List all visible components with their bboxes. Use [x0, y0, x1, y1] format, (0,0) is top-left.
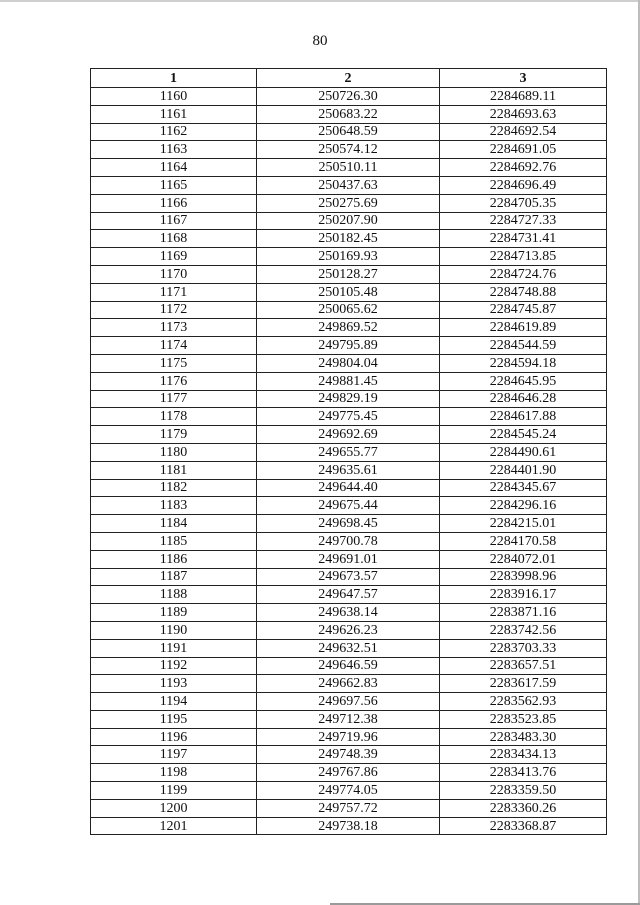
table-row — [91, 817, 607, 835]
table-row — [91, 710, 607, 728]
table-row — [91, 568, 607, 586]
point-number-cell: 1172 — [91, 301, 257, 319]
table-row — [91, 621, 607, 639]
x-coordinate-cell: 249881.45 — [257, 372, 440, 390]
x-coordinate-cell: 250128.27 — [257, 265, 440, 283]
y-coordinate-cell: 2283359.50 — [440, 782, 607, 800]
table-row — [91, 283, 607, 301]
x-coordinate-cell: 250065.62 — [257, 301, 440, 319]
point-number-cell: 1162 — [91, 123, 257, 141]
table-row — [91, 319, 607, 337]
x-coordinate-cell: 249635.61 — [257, 461, 440, 479]
table-row — [91, 657, 607, 675]
point-number-cell: 1166 — [91, 194, 257, 212]
x-coordinate-cell: 249775.45 — [257, 408, 440, 426]
point-number-cell: 1165 — [91, 176, 257, 194]
y-coordinate-cell: 2284072.01 — [440, 550, 607, 568]
y-coordinate-cell: 2284170.58 — [440, 532, 607, 550]
scan-edge-top — [0, 0, 640, 2]
point-number-cell: 1168 — [91, 230, 257, 248]
x-coordinate-cell: 249646.59 — [257, 657, 440, 675]
x-coordinate-cell: 249804.04 — [257, 354, 440, 372]
y-coordinate-cell: 2284724.76 — [440, 265, 607, 283]
x-coordinate-cell: 249698.45 — [257, 515, 440, 533]
table-row — [91, 746, 607, 764]
point-number-cell: 1188 — [91, 586, 257, 604]
column-header-2: 2 — [257, 69, 440, 88]
table-row — [91, 248, 607, 266]
header-row — [91, 69, 607, 88]
x-coordinate-cell: 250169.93 — [257, 248, 440, 266]
point-number-cell: 1196 — [91, 728, 257, 746]
x-coordinate-cell: 249738.18 — [257, 817, 440, 835]
y-coordinate-cell: 2283617.59 — [440, 675, 607, 693]
column-header-3: 3 — [440, 69, 607, 88]
y-coordinate-cell: 2283916.17 — [440, 586, 607, 604]
y-coordinate-cell: 2284594.18 — [440, 354, 607, 372]
y-coordinate-cell: 2284545.24 — [440, 426, 607, 444]
table-row — [91, 390, 607, 408]
x-coordinate-cell: 249869.52 — [257, 319, 440, 337]
x-coordinate-cell: 249692.69 — [257, 426, 440, 444]
point-number-cell: 1171 — [91, 283, 257, 301]
table-row — [91, 372, 607, 390]
x-coordinate-cell: 249638.14 — [257, 604, 440, 622]
point-number-cell: 1200 — [91, 799, 257, 817]
table-row — [91, 212, 607, 230]
table-row — [91, 301, 607, 319]
point-number-cell: 1201 — [91, 817, 257, 835]
x-coordinate-cell: 250726.30 — [257, 88, 440, 106]
x-coordinate-cell: 249697.56 — [257, 693, 440, 711]
y-coordinate-cell: 2283434.13 — [440, 746, 607, 764]
y-coordinate-cell: 2283871.16 — [440, 604, 607, 622]
y-coordinate-cell: 2284692.76 — [440, 159, 607, 177]
y-coordinate-cell: 2283703.33 — [440, 639, 607, 657]
table-row — [91, 443, 607, 461]
y-coordinate-cell: 2283360.26 — [440, 799, 607, 817]
table-row — [91, 88, 607, 106]
x-coordinate-cell: 250182.45 — [257, 230, 440, 248]
point-number-cell: 1174 — [91, 337, 257, 355]
x-coordinate-cell: 249719.96 — [257, 728, 440, 746]
table-row — [91, 728, 607, 746]
x-coordinate-cell: 250510.11 — [257, 159, 440, 177]
point-number-cell: 1176 — [91, 372, 257, 390]
y-coordinate-cell: 2284296.16 — [440, 497, 607, 515]
y-coordinate-cell: 2284696.49 — [440, 176, 607, 194]
table-row — [91, 675, 607, 693]
x-coordinate-cell: 249691.01 — [257, 550, 440, 568]
x-coordinate-cell: 249655.77 — [257, 443, 440, 461]
table-row — [91, 782, 607, 800]
table-row — [91, 799, 607, 817]
table-row — [91, 426, 607, 444]
table-row — [91, 354, 607, 372]
x-coordinate-cell: 249774.05 — [257, 782, 440, 800]
point-number-cell: 1191 — [91, 639, 257, 657]
x-coordinate-cell: 249626.23 — [257, 621, 440, 639]
x-coordinate-cell: 249757.72 — [257, 799, 440, 817]
x-coordinate-cell: 250207.90 — [257, 212, 440, 230]
point-number-cell: 1178 — [91, 408, 257, 426]
x-coordinate-cell: 250105.48 — [257, 283, 440, 301]
y-coordinate-cell: 2283742.56 — [440, 621, 607, 639]
table-row — [91, 408, 607, 426]
y-coordinate-cell: 2284705.35 — [440, 194, 607, 212]
table-row — [91, 479, 607, 497]
point-number-cell: 1193 — [91, 675, 257, 693]
x-coordinate-cell: 249675.44 — [257, 497, 440, 515]
table-body — [91, 88, 607, 835]
point-number-cell: 1161 — [91, 105, 257, 123]
point-number-cell: 1192 — [91, 657, 257, 675]
y-coordinate-cell: 2283413.76 — [440, 764, 607, 782]
point-number-cell: 1173 — [91, 319, 257, 337]
point-number-cell: 1175 — [91, 354, 257, 372]
point-number-cell: 1198 — [91, 764, 257, 782]
x-coordinate-cell: 249632.51 — [257, 639, 440, 657]
y-coordinate-cell: 2283562.93 — [440, 693, 607, 711]
table-row — [91, 265, 607, 283]
y-coordinate-cell: 2284745.87 — [440, 301, 607, 319]
table-row — [91, 639, 607, 657]
y-coordinate-cell: 2284727.33 — [440, 212, 607, 230]
table-row — [91, 604, 607, 622]
table-row — [91, 497, 607, 515]
point-number-cell: 1182 — [91, 479, 257, 497]
table-row — [91, 461, 607, 479]
x-coordinate-cell: 250574.12 — [257, 141, 440, 159]
x-coordinate-cell: 249662.83 — [257, 675, 440, 693]
x-coordinate-cell: 249767.86 — [257, 764, 440, 782]
x-coordinate-cell: 249644.40 — [257, 479, 440, 497]
point-number-cell: 1194 — [91, 693, 257, 711]
y-coordinate-cell: 2284731.41 — [440, 230, 607, 248]
x-coordinate-cell: 250437.63 — [257, 176, 440, 194]
point-number-cell: 1184 — [91, 515, 257, 533]
point-number-cell: 1164 — [91, 159, 257, 177]
table-row — [91, 230, 607, 248]
table-row — [91, 515, 607, 533]
table-row — [91, 123, 607, 141]
x-coordinate-cell: 249829.19 — [257, 390, 440, 408]
point-number-cell: 1167 — [91, 212, 257, 230]
point-number-cell: 1170 — [91, 265, 257, 283]
point-number-cell: 1199 — [91, 782, 257, 800]
table-row — [91, 337, 607, 355]
y-coordinate-cell: 2284692.54 — [440, 123, 607, 141]
point-number-cell: 1185 — [91, 532, 257, 550]
column-header-1: 1 — [91, 69, 257, 88]
y-coordinate-cell: 2284544.59 — [440, 337, 607, 355]
table-row — [91, 532, 607, 550]
y-coordinate-cell: 2284645.95 — [440, 372, 607, 390]
x-coordinate-cell: 249673.57 — [257, 568, 440, 586]
y-coordinate-cell: 2284691.05 — [440, 141, 607, 159]
point-number-cell: 1179 — [91, 426, 257, 444]
x-coordinate-cell: 250648.59 — [257, 123, 440, 141]
table-row — [91, 159, 607, 177]
y-coordinate-cell: 2283523.85 — [440, 710, 607, 728]
y-coordinate-cell: 2284215.01 — [440, 515, 607, 533]
table-row — [91, 194, 607, 212]
point-number-cell: 1189 — [91, 604, 257, 622]
point-number-cell: 1169 — [91, 248, 257, 266]
y-coordinate-cell: 2283998.96 — [440, 568, 607, 586]
point-number-cell: 1183 — [91, 497, 257, 515]
table-row — [91, 176, 607, 194]
table-row — [91, 693, 607, 711]
x-coordinate-cell: 250683.22 — [257, 105, 440, 123]
y-coordinate-cell: 2284619.89 — [440, 319, 607, 337]
coordinates-table — [90, 68, 607, 835]
point-number-cell: 1160 — [91, 88, 257, 106]
y-coordinate-cell: 2284617.88 — [440, 408, 607, 426]
page-number: 80 — [312, 33, 328, 49]
table-row — [91, 141, 607, 159]
y-coordinate-cell: 2284646.28 — [440, 390, 607, 408]
x-coordinate-cell: 249712.38 — [257, 710, 440, 728]
y-coordinate-cell: 2283483.30 — [440, 728, 607, 746]
x-coordinate-cell: 249748.39 — [257, 746, 440, 764]
y-coordinate-cell: 2284748.88 — [440, 283, 607, 301]
point-number-cell: 1163 — [91, 141, 257, 159]
x-coordinate-cell: 250275.69 — [257, 194, 440, 212]
point-number-cell: 1177 — [91, 390, 257, 408]
table-row — [91, 764, 607, 782]
point-number-cell: 1181 — [91, 461, 257, 479]
point-number-cell: 1180 — [91, 443, 257, 461]
point-number-cell: 1187 — [91, 568, 257, 586]
y-coordinate-cell: 2284401.90 — [440, 461, 607, 479]
table-row — [91, 586, 607, 604]
y-coordinate-cell: 2283368.87 — [440, 817, 607, 835]
y-coordinate-cell: 2284693.63 — [440, 105, 607, 123]
y-coordinate-cell: 2284490.61 — [440, 443, 607, 461]
point-number-cell: 1195 — [91, 710, 257, 728]
point-number-cell: 1190 — [91, 621, 257, 639]
point-number-cell: 1186 — [91, 550, 257, 568]
x-coordinate-cell: 249647.57 — [257, 586, 440, 604]
y-coordinate-cell: 2284713.85 — [440, 248, 607, 266]
y-coordinate-cell: 2283657.51 — [440, 657, 607, 675]
table-row — [91, 105, 607, 123]
y-coordinate-cell: 2284689.11 — [440, 88, 607, 106]
y-coordinate-cell: 2284345.67 — [440, 479, 607, 497]
table-row — [91, 550, 607, 568]
x-coordinate-cell: 249795.89 — [257, 337, 440, 355]
x-coordinate-cell: 249700.78 — [257, 532, 440, 550]
point-number-cell: 1197 — [91, 746, 257, 764]
